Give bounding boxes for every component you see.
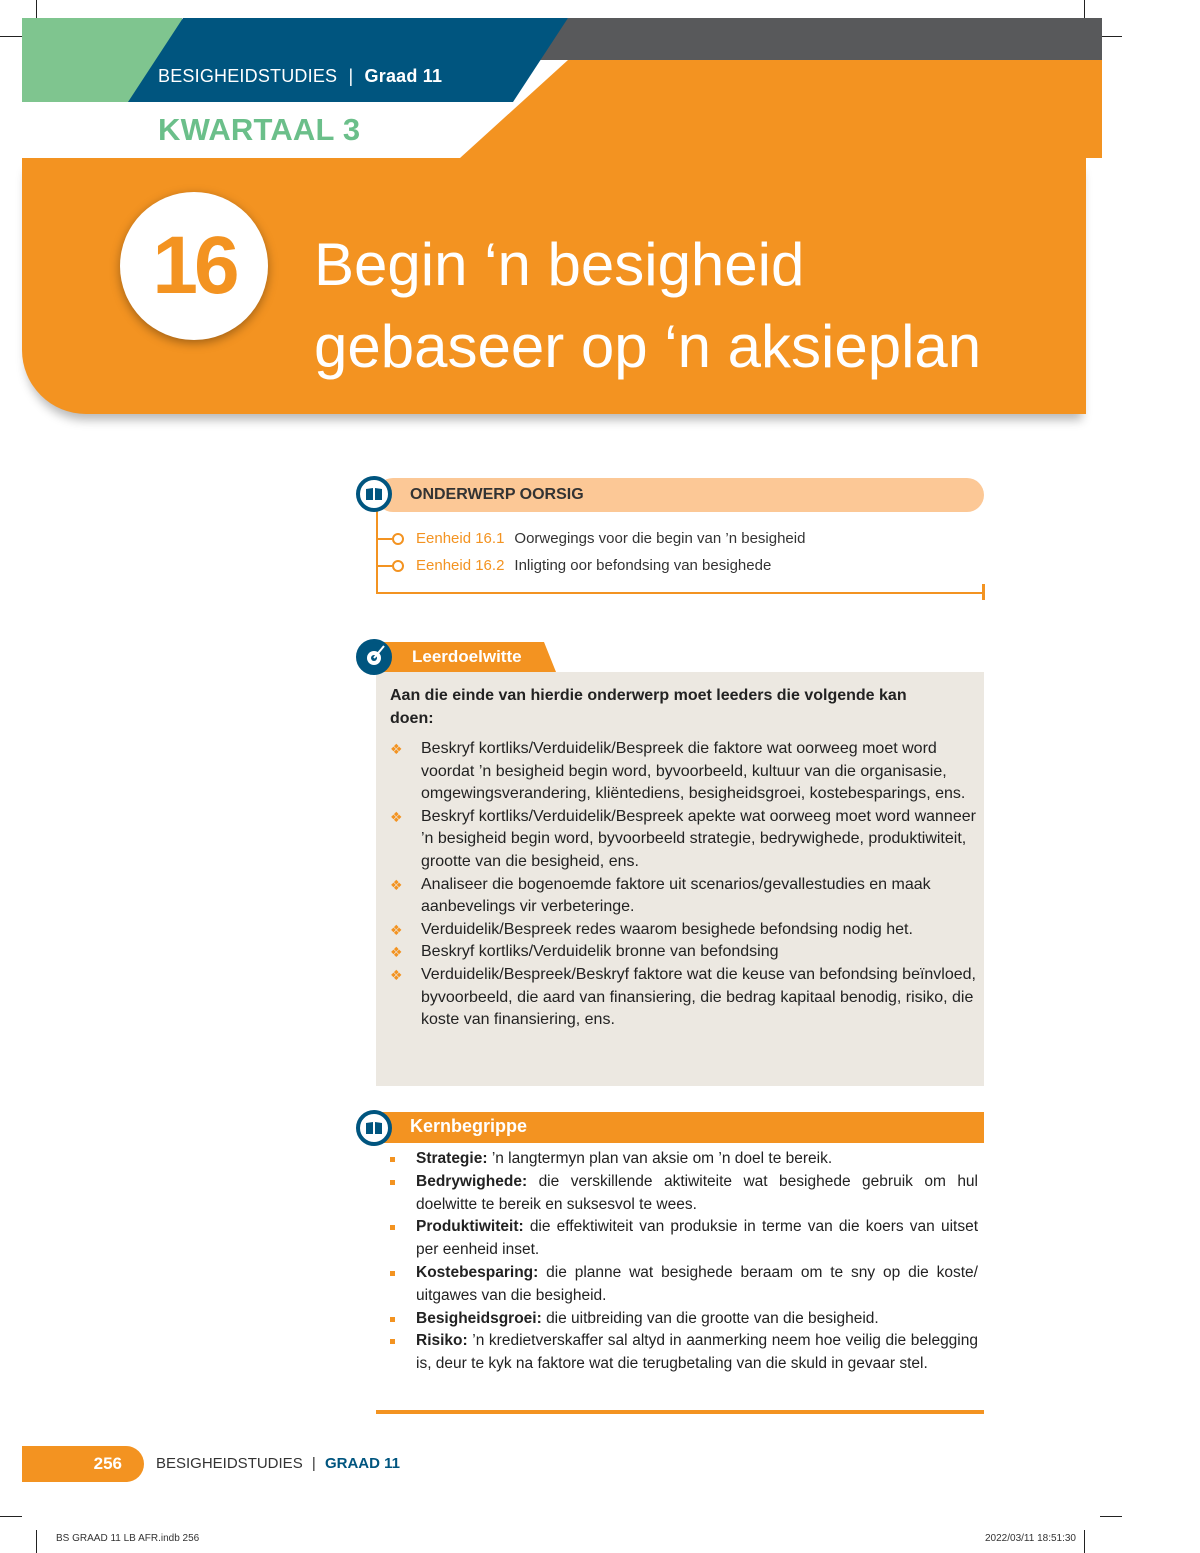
unit-text: Oorwegings voor die begin van ’n besigheid: [514, 530, 806, 547]
subject-header: [158, 66, 442, 87]
concept-definition: ’n kredietverskaffer sal altyd in aanmerking neem hoe veilig die belegging is, deur te kyk na faktore wat die terugbetaling van die skuld in gevaar stel.: [416, 1332, 978, 1373]
header-orange-band-top: [460, 60, 1102, 158]
crop-mark: [0, 36, 22, 37]
diamond-bullet-icon: ❖: [390, 741, 403, 757]
key-concepts-list: [388, 1148, 978, 1376]
diamond-bullet-icon: ❖: [390, 808, 403, 825]
objectives-heading: Leerdoelwitte: [412, 647, 522, 666]
footer-subject: BESIGHEIDSTUDIES: [156, 1455, 303, 1472]
crop-mark: [1100, 36, 1122, 37]
circle-bullet-icon: [392, 560, 404, 572]
unit-text: Inligting oor befondsing van besighede: [514, 557, 772, 574]
list-item: [390, 941, 980, 964]
square-bullet-icon: [390, 1317, 395, 1322]
key-concepts-heading: Kernbegrippe: [410, 1116, 528, 1136]
objective-text: Beskryf kortliks/Verduidelik/Bespreek apekte wat oorweeg moet word wanneer ’n besigheid begin word, byvoorbeeld strategie, bedrywighede, produktiwiteit, grootte van die besigheid, ens.: [421, 807, 976, 870]
term-label: KWARTAAL 3: [158, 112, 361, 147]
overview-end-tick: [982, 584, 985, 600]
connector-dash: [378, 538, 392, 540]
crop-mark: [1100, 1516, 1122, 1517]
square-bullet-icon: [390, 1157, 395, 1162]
overview-connector: [376, 510, 378, 594]
print-slug-date: 2022/03/11 18:51:30: [984, 1533, 1076, 1544]
target-icon: [356, 639, 392, 675]
objectives-intro: Aan die einde van hierdie onderwerp moet leeders die volgende kan doen:: [390, 687, 907, 727]
concept-definition: die planne wat besighede beraam om te sny op die koste/ uitgawes van die besigheid.: [416, 1263, 978, 1304]
footer-separator: |: [311, 1455, 316, 1472]
circle-bullet-icon: [392, 533, 404, 545]
square-bullet-icon: [390, 1271, 395, 1276]
list-item: [388, 1330, 978, 1376]
diamond-bullet-icon: ❖: [390, 944, 403, 961]
objective-text: Beskryf kortliks/Verduidelik/Bespreek die faktore wat oorweeg moet word voordat ’n besigheid begin word, byvoorbeeld, kultuur van die organisasie, omgewingsverandering, kliëntediens, besigheidsgroei, kostebesparings, ens.: [421, 740, 966, 803]
book-icon: [356, 1110, 392, 1146]
overview-baseline: [376, 592, 984, 594]
square-bullet-icon: [390, 1180, 395, 1185]
section-divider: [376, 1410, 984, 1414]
square-bullet-icon: [390, 1339, 395, 1344]
overview-title: ONDERWERP OORSIG: [410, 486, 584, 503]
concept-definition: die verskillende aktiwiteite wat besighede gebruik om hul doelwitte te bereik en suksesvol te wees.: [416, 1172, 978, 1213]
concept-term: Produktiwiteit:: [416, 1218, 524, 1236]
list-item: [388, 1148, 978, 1171]
chapter-title: [314, 224, 1074, 388]
concept-term: Kostebesparing:: [416, 1263, 539, 1281]
list-item: [388, 1216, 978, 1262]
footer-grade: GRAAD 11: [324, 1455, 400, 1472]
overview-unit: [378, 530, 805, 547]
chapter-title-line2: gebaseer op ‘n aksieplan: [314, 313, 982, 380]
concept-term: Bedrywighede:: [416, 1172, 528, 1190]
header-gray-band: [512, 18, 1102, 60]
list-item: [390, 806, 980, 874]
book-icon: [356, 476, 392, 512]
chapter-title-line1: Begin ‘n besigheid: [314, 231, 805, 298]
list-item: [390, 738, 980, 806]
crop-mark: [0, 1516, 22, 1517]
diamond-bullet-icon: ❖: [390, 876, 403, 893]
list-item: [390, 964, 980, 1032]
list-item: [388, 1171, 978, 1217]
overview-unit: [378, 557, 771, 574]
chapter-number: 16: [120, 192, 268, 340]
objective-text: Verduidelik/Bespreek redes waarom besighede befondsing nodig het.: [421, 920, 913, 938]
objective-text: Verduidelik/Bespreek/Beskryf faktore wat die keuse van befondsing beïnvloed, byvoorbeeld, die aard van finansiering, die bedrag kapitaal benodig, risiko, die koste van finansiering, ens.: [421, 965, 976, 1029]
list-item: [390, 919, 980, 942]
subject-name: BESIGHEIDSTUDIES: [158, 66, 338, 86]
footer-running-title: [156, 1455, 400, 1472]
page-number: 256: [22, 1446, 144, 1482]
header-separator: |: [348, 66, 354, 86]
crop-mark: [36, 1530, 37, 1553]
unit-label: Eenheid 16.2: [416, 557, 505, 574]
concept-term: Besigheidsgroei:: [416, 1309, 542, 1327]
crop-mark: [1084, 1530, 1085, 1553]
header-blue-band: [128, 18, 568, 102]
print-slug-file: BS GRAAD 11 LB AFR.indb 256: [56, 1533, 200, 1544]
square-bullet-icon: [390, 1225, 395, 1230]
list-item: [388, 1262, 978, 1308]
concept-term: Risiko:: [416, 1332, 468, 1350]
diamond-bullet-icon: ❖: [390, 921, 403, 938]
concept-term: Strategie:: [416, 1150, 488, 1167]
diamond-bullet-icon: ❖: [390, 966, 403, 983]
list-item: [390, 874, 980, 919]
connector-dash: [378, 565, 392, 567]
concept-definition: die uitbreiding van die grootte van die besigheid.: [546, 1309, 879, 1327]
objectives-list: [390, 738, 980, 1032]
concept-definition: ’n langtermyn plan van aksie om ’n doel te bereik.: [491, 1150, 833, 1167]
concept-definition: die effektiwiteit van produksie in terme van die koers van uitset per eenheid inset.: [416, 1218, 978, 1259]
list-item: [388, 1308, 978, 1331]
objective-text: Analiseer die bogenoemde faktore uit scenarios/gevallestudies en maak aanbevelings vir verbeteringe.: [421, 875, 931, 916]
unit-label: Eenheid 16.1: [416, 530, 505, 547]
objective-text: Beskryf kortliks/Verduidelik bronne van befondsing: [421, 943, 779, 961]
grade-label: Graad 11: [364, 66, 443, 86]
